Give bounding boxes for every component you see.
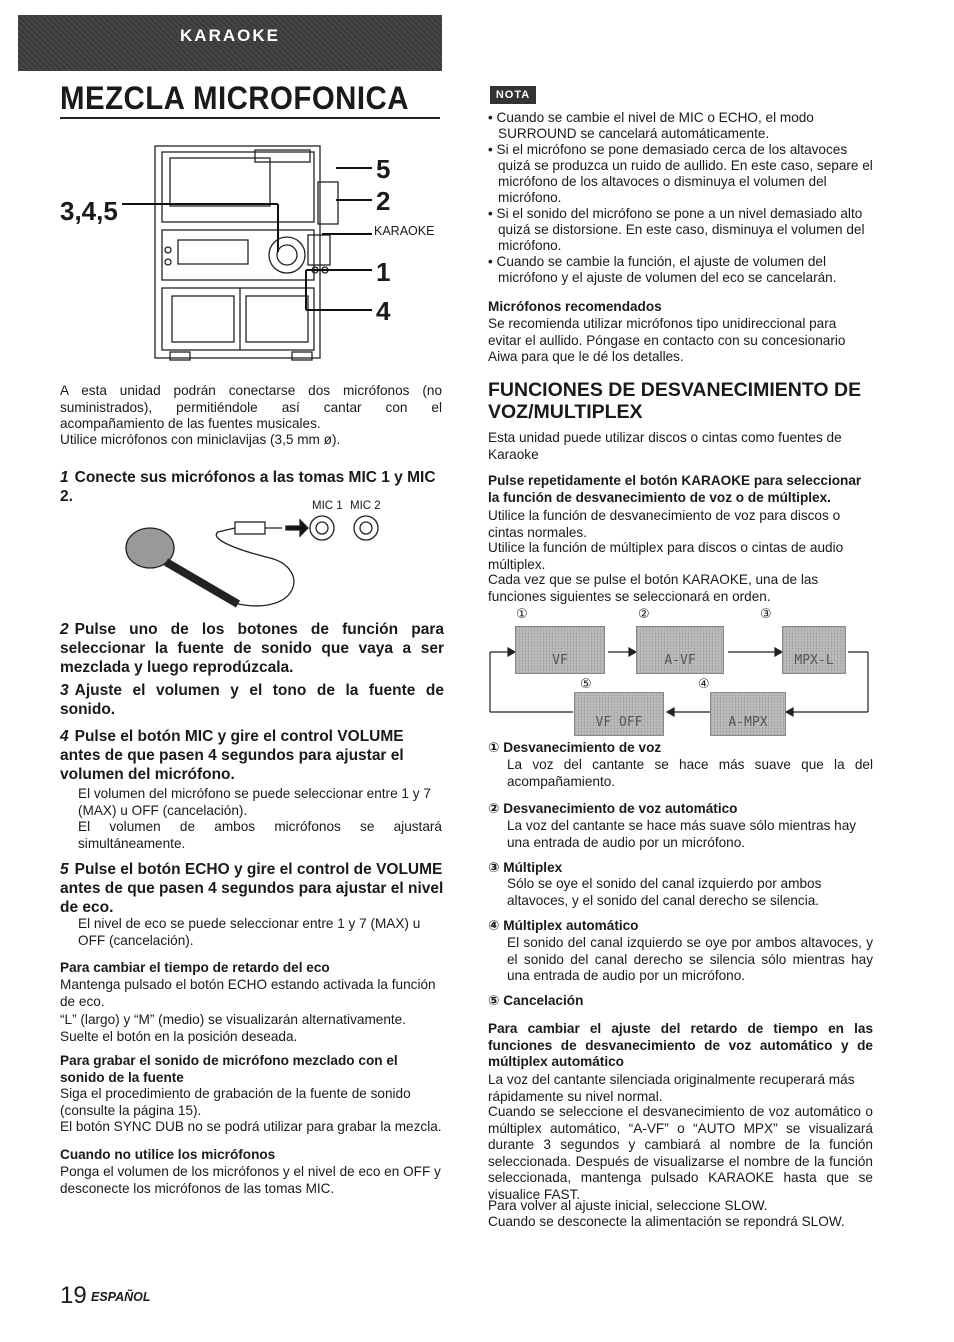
- step-text: Conecte sus micrófonos a las tomas MIC 1 y MIC 2.: [60, 469, 436, 505]
- press-karaoke-paragraph-3: Cada vez que se pulse el botón KARAOKE, una de las funciones siguientes se seleccionará en orden.: [488, 572, 819, 604]
- mode-number-5: ⑤: [580, 676, 592, 691]
- delay-adjust-paragraph-2: Cuando se seleccione el desvanecimiento de voz automático o múltiplex automático, “A-VF” o “AUTO MPX” se visualizará durante 3 segundos y cambiará al nombre de la función seleccionada. Después de visualizarse el nombre de la función seleccionada, mantenga pulsado KARAOKE hasta que se visualice FAST.: [488, 1104, 873, 1202]
- callout-1: 1: [376, 257, 391, 287]
- step-5-note: El nivel de eco se puede seleccionar entre 1 y 7 (MAX) u OFF (cancelación).: [78, 916, 421, 948]
- mic2-jack-label: MIC 2: [350, 500, 381, 512]
- item-1-heading: ① Desvanecimiento de voz: [488, 740, 662, 755]
- step-number: 2: [60, 621, 69, 638]
- title-divider: [60, 117, 440, 119]
- echo-delay-paragraph-2: “L” (largo) y “M” (medio) se visualizarán alternativamente. Suelte el botón en la posición deseada.: [60, 1012, 406, 1044]
- heading-record-mix: Para grabar el sonido de micrófono mezclado con el sonido de la fuente: [60, 1053, 398, 1085]
- item-3-text: Sólo se oye el sonido del canal izquierdo por ambos altavoces, y el sonido del canal derecho se silencia.: [507, 876, 822, 908]
- page-number: 19: [60, 1282, 87, 1309]
- step-number: 3: [60, 682, 69, 699]
- step-text: Pulse uno de los botones de función para seleccionar la fuente de sonido que vaya a ser mezclada y luego reprodúzcala.: [60, 621, 444, 676]
- item-2-text: La voz del cantante se hace más suave sólo mientras hay una entrada de audio por un micrófono.: [507, 818, 857, 850]
- lcd-mode-1: VF: [515, 626, 605, 674]
- step-number: 5: [60, 861, 69, 878]
- page-title: MEZCLA MICROFONICA: [60, 80, 409, 116]
- item-2-heading: ② Desvanecimiento de voz automático: [488, 801, 738, 816]
- callout-2: 2: [376, 186, 391, 216]
- stereo-unit-illustration: [60, 140, 450, 370]
- mic1-jack-label: MIC 1: [312, 500, 343, 512]
- step-text: Ajuste el volumen y el tono de la fuente de sonido.: [60, 682, 444, 718]
- lcd-mode-3: MPX-L: [782, 626, 846, 674]
- step-3: [60, 681, 444, 719]
- record-mix-paragraph-1: Siga el procedimiento de grabación de la fuente de sonido (consulte la página 15).: [60, 1086, 411, 1118]
- stereo-unit-figure: [60, 140, 450, 370]
- step-4-note-2: El volumen de ambos micrófonos se ajustará simultáneamente.: [78, 819, 442, 851]
- voice-fade-intro: Esta unidad puede utilizar discos o cintas como fuentes de Karaoke: [488, 430, 842, 462]
- echo-delay-paragraph-1: Mantenga pulsado el botón ECHO estando activada la función de eco.: [60, 977, 436, 1009]
- heading-not-using-mics: Cuando no utilice los micrófonos: [60, 1147, 276, 1162]
- lcd-mode-4: A-MPX: [710, 692, 786, 736]
- karaoke-mode-cycle-diagram: [488, 604, 874, 738]
- page-language: ESPAÑOL: [91, 1290, 151, 1304]
- delay-adjust-paragraph-1: La voz del cantante silenciada originalmente recuperará más rápidamente su nivel normal.: [488, 1072, 855, 1104]
- nota-bullet: • Cuando se cambie la función, el ajuste de volumen del micrófono y el ajuste de volumen del eco se cancelarán.: [488, 254, 837, 285]
- step-number: 1: [60, 469, 69, 486]
- heading-delay-adjust: Para cambiar el ajuste del retardo de tiempo en las funciones de desvanecimiento de voz automático y de múltiplex automático: [488, 1021, 873, 1069]
- nota-badge: NOTA: [490, 86, 536, 104]
- intro-paragraph: A esta unidad podrán conectarse dos micrófonos (no suministrados), permitiéndole así cantar con el acompañamiento de las fuentes musicales.: [60, 383, 442, 431]
- delay-adjust-paragraph-3: Para volver al ajuste inicial, seleccione SLOW.: [488, 1198, 768, 1213]
- not-using-mics-paragraph: Ponga el volumen de los micrófonos y el nivel de eco en OFF y desconecte los micrófonos de las tomas MIC.: [60, 1164, 441, 1196]
- section-heading-voice-fade: FUNCIONES DE DESVANECIMIENTO DE VOZ/MULTIPLEX: [488, 379, 862, 423]
- step-5: [60, 860, 444, 917]
- nota-bullet: • Si el micrófono se pone demasiado cerca de los altavoces quizá se produzca un ruido de aullido. En este caso, separe el micrófono de los altavoces o disminuya el volumen del micrófono.: [488, 142, 873, 205]
- delay-adjust-paragraph-4: Cuando se desconecte la alimentación se repondrá SLOW.: [488, 1214, 845, 1229]
- item-4-text: El sonido del canal izquierdo se oye por ambos altavoces, y el sonido del canal derecho se silencia sólo mientras hay una entrada de audio por un micrófono.: [507, 935, 873, 983]
- intro-paragraph-2: Utilice micrófonos con miniclavijas (3,5 mm ø).: [60, 432, 341, 447]
- heading-press-karaoke: Pulse repetidamente el botón KARAOKE para seleccionar la función de desvanecimiento de voz o de múltiplex.: [488, 473, 862, 505]
- lcd-mode-2: A-VF: [636, 626, 724, 674]
- step-4: [60, 727, 444, 784]
- nota-bullet: • Si el sonido del micrófono se pone a un nivel demasiado alto quizá se distorsione. En este caso, disminuya el volumen del micrófono.: [488, 206, 865, 253]
- heading-recommended-mics: Micrófonos recomendados: [488, 299, 662, 314]
- callout-karaoke: KARAOKE: [374, 224, 435, 238]
- mode-number-4: ④: [698, 676, 710, 691]
- step-4-note-1: El volumen del micrófono se puede seleccionar entre 1 y 7 (MAX) u OFF (cancelación).: [78, 786, 431, 818]
- nota-bullet: • Cuando se cambie el nivel de MIC o ECHO, el modo SURROUND se cancelará automáticamente.: [488, 110, 814, 141]
- callout-4: 4: [376, 296, 391, 326]
- step-text: Pulse el botón ECHO y gire el control de VOLUME antes de que pasen 4 segundos para ajustar el nivel de eco.: [60, 861, 444, 916]
- step-number: 4: [60, 728, 69, 745]
- mode-number-1: ①: [516, 606, 528, 621]
- press-karaoke-paragraph-2: Utilice la función de múltiplex para discos o cintas de audio múltiplex.: [488, 540, 844, 572]
- callout-5: 5: [376, 154, 391, 184]
- recommended-mics-paragraph: Se recomienda utilizar micrófonos tipo unidireccional para evitar el aullido. Póngase en contacto con su concesionario Aiwa para que le dé los detalles.: [488, 316, 846, 364]
- mode-number-2: ②: [638, 606, 650, 621]
- press-karaoke-paragraph-1: Utilice la función de desvanecimiento de voz para discos o cintas normales.: [488, 508, 841, 540]
- item-5-heading: ⑤ Cancelación: [488, 993, 584, 1008]
- lcd-mode-5: VF OFF: [574, 692, 664, 736]
- item-1-text: La voz del cantante se hace más suave que la del acompañamiento.: [507, 757, 873, 789]
- microphone-figure: [110, 498, 400, 614]
- record-mix-paragraph-2: El botón SYNC DUB no se podrá utilizar para grabar la mezcla.: [60, 1119, 442, 1134]
- nota-bullet-list: [488, 110, 873, 286]
- callout-345: 3,4,5: [60, 196, 118, 226]
- item-4-heading: ④ Múltiplex automático: [488, 918, 639, 933]
- step-2: [60, 620, 444, 677]
- microphone-illustration: [110, 498, 400, 614]
- item-3-heading: ③ Múltiplex: [488, 860, 563, 875]
- mode-number-3: ③: [760, 606, 772, 621]
- heading-echo-delay: Para cambiar el tiempo de retardo del eco: [60, 960, 330, 975]
- step-text: Pulse el botón MIC y gire el control VOLUME antes de que pasen 4 segundos para ajustar el volumen del micrófono.: [60, 728, 404, 783]
- section-banner: KARAOKE: [18, 15, 442, 71]
